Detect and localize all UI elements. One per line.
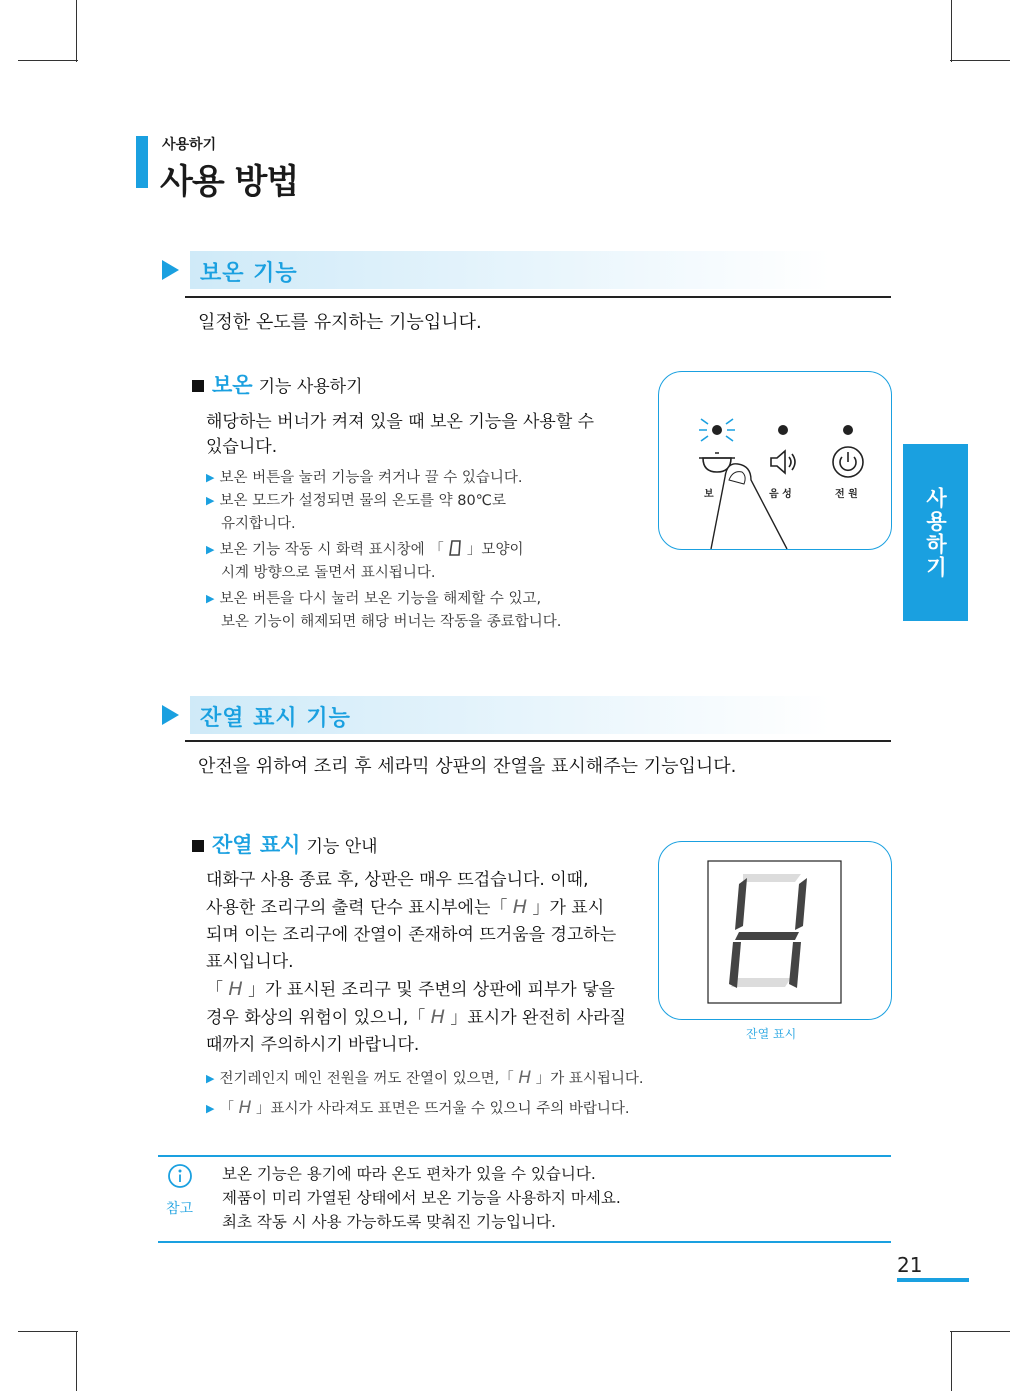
para-line: 때까지 주의하시기 바랍니다. <box>206 1035 420 1055</box>
subsection-paragraph <box>206 410 594 460</box>
bullet-text: 보온 기능 작동 시 화력 표시창에 「 <box>219 542 449 558</box>
h-symbol: H <box>430 1006 445 1028</box>
bullet-text: 시계 방향으로 돌면서 표시됩니다. <box>221 565 436 581</box>
crop-mark <box>950 60 1010 61</box>
square-bullet-icon <box>192 840 204 852</box>
bullet-text: 보온 모드가 설정되면 물의 온도를 약 80℃로 <box>219 493 506 509</box>
list-item <box>206 467 561 490</box>
square-bullet-icon <box>192 380 204 392</box>
note-line: 보온 기능은 용기에 따라 온도 편차가 있을 수 있습니다. <box>222 1165 596 1183</box>
subsection-heading <box>192 369 363 399</box>
list-item <box>206 539 561 562</box>
crop-mark <box>76 1331 77 1391</box>
list-item <box>206 1094 644 1124</box>
control-panel-figure <box>658 371 892 550</box>
h-symbol: H <box>228 978 243 1000</box>
para-text: 」가 표시 <box>527 898 605 918</box>
h-symbol: H <box>238 1098 252 1118</box>
subsection-highlight: 잔열 표시 <box>212 833 301 857</box>
subsection-highlight: 보온 <box>212 373 253 397</box>
subsection-heading <box>192 829 378 859</box>
section-rule <box>185 740 891 742</box>
page-title: 사용 방법 <box>160 162 299 202</box>
bullet-text: 보온 기능이 해제되면 해당 버너는 작동을 종료합니다. <box>221 614 562 630</box>
crop-mark <box>950 1331 1010 1332</box>
note-label: 참고 <box>166 1201 194 1217</box>
para-text: 」표시가 완전히 사라질 <box>444 1008 626 1028</box>
h-symbol: H <box>518 1068 532 1088</box>
note-bottom-rule <box>158 1241 891 1243</box>
section-description: 일정한 온도를 유지하는 기능입니다. <box>198 312 482 333</box>
list-item <box>206 588 561 611</box>
h-symbol: H <box>512 896 528 918</box>
segment-bottom <box>731 978 791 987</box>
subsection-rest: 기능 사용하기 <box>258 377 363 397</box>
para-line: 해당하는 버너가 켜져 있을 때 보온 기능을 사용할 수 <box>206 412 595 432</box>
para-line <box>206 1004 626 1032</box>
list-item <box>206 1064 644 1094</box>
speaker-icon <box>771 451 795 473</box>
bullet-text: 」모양이 <box>462 542 524 558</box>
para-line: 대화구 사용 종료 후, 상판은 매우 뜨겁습니다. 이때, <box>206 870 589 890</box>
para-line: 되며 이는 조리구에 잔열이 존재하여 뜨거움을 경고하는 <box>206 925 617 945</box>
crop-mark <box>76 0 77 62</box>
power-indicator-icon <box>843 425 853 435</box>
section-arrow-icon <box>162 705 179 725</box>
sound-button-label: 음 성 <box>769 489 792 500</box>
para-text: 사용한 조리구의 출력 단수 표시부에는「 <box>206 898 513 918</box>
power-icon <box>833 447 863 477</box>
list-item <box>206 490 561 513</box>
list-item <box>206 562 561 585</box>
triangle-bullet-icon: ▶ <box>206 592 215 605</box>
chapter-accent-bar <box>136 136 148 188</box>
crop-mark <box>18 1331 78 1332</box>
section-arrow-icon <box>162 260 179 280</box>
note-line: 제품이 미리 가열된 상태에서 보온 기능을 사용하지 마세요. <box>222 1189 621 1207</box>
bullet-text: 전기레인지 메인 전원을 꺼도 잔열이 있으면,「 <box>219 1071 519 1087</box>
subsection-rest: 기능 안내 <box>306 837 378 857</box>
crop-mark <box>18 60 78 61</box>
sound-indicator-icon <box>778 425 788 435</box>
triangle-bullet-icon: ▶ <box>206 1102 215 1115</box>
bullet-list <box>206 467 561 634</box>
section-title: 잔열 표시 기능 <box>200 706 351 731</box>
bullet-text: 유지합니다. <box>221 516 296 532</box>
bullet-text: 」가 표시됩니다. <box>531 1071 644 1087</box>
side-tab-label: 사용하기 <box>923 486 948 579</box>
note-top-rule <box>158 1155 891 1157</box>
list-item <box>206 611 561 634</box>
power-button-label: 전 원 <box>835 489 858 500</box>
bullet-text: 「 <box>219 1101 239 1117</box>
side-tab-label-wrap <box>903 444 968 621</box>
triangle-bullet-icon: ▶ <box>206 1072 215 1085</box>
crop-mark <box>951 0 952 62</box>
crop-mark <box>951 1331 952 1391</box>
page-number-rule <box>897 1278 969 1282</box>
figure-caption: 잔열 표시 <box>746 1027 797 1041</box>
residual-heat-figure <box>658 841 892 1020</box>
finger-icon <box>711 464 787 549</box>
keep-warm-button-label: 보 <box>704 489 714 500</box>
note-line: 최초 작동 시 사용 가능하도록 맞춰진 기능입니다. <box>222 1213 556 1231</box>
segment-middle <box>735 932 799 940</box>
section-description: 안전을 위하여 조리 후 세라믹 상판의 잔열을 표시해주는 기능입니다. <box>198 756 737 777</box>
info-icon <box>167 1163 193 1189</box>
triangle-bullet-icon: ▶ <box>206 543 215 556</box>
subsection-paragraph <box>206 867 626 1059</box>
triangle-bullet-icon: ▶ <box>206 471 215 484</box>
list-item <box>206 513 561 536</box>
bullet-text: 보온 버튼을 눌러 기능을 켜거나 끌 수 있습니다. <box>219 470 523 486</box>
note-text <box>222 1162 621 1234</box>
bullet-text: 보온 버튼을 다시 눌러 보온 기능을 해제할 수 있고, <box>219 591 542 607</box>
triangle-bullet-icon: ▶ <box>206 494 215 507</box>
seven-segment-display <box>659 842 891 1019</box>
para-line: 있습니다. <box>206 437 278 457</box>
para-line <box>206 894 626 922</box>
para-line: 「 H 」가 표시된 조리구 및 주변의 상판에 피부가 닿을 <box>206 978 615 1000</box>
para-line: 표시입니다. <box>206 952 294 972</box>
control-panel-drawing <box>659 372 891 549</box>
section-rule <box>185 296 891 298</box>
section-title: 보온 기능 <box>200 261 298 286</box>
para-text: 경우 화상의 위험이 있으니,「 <box>206 1008 431 1028</box>
bullet-text: 」표시가 사라져도 표면은 뜨거울 수 있으니 주의 바랍니다. <box>251 1101 630 1117</box>
page-number: 21 <box>897 1253 923 1277</box>
segment-top <box>743 874 801 882</box>
chapter-label: 사용하기 <box>162 137 217 153</box>
bullet-list <box>206 1064 644 1124</box>
para-text: 」가 표시된 조리구 및 주변의 상판에 피부가 닿을 <box>248 980 615 1000</box>
rotating-segment-icon <box>448 539 462 557</box>
keep-warm-indicator-icon <box>712 425 722 435</box>
